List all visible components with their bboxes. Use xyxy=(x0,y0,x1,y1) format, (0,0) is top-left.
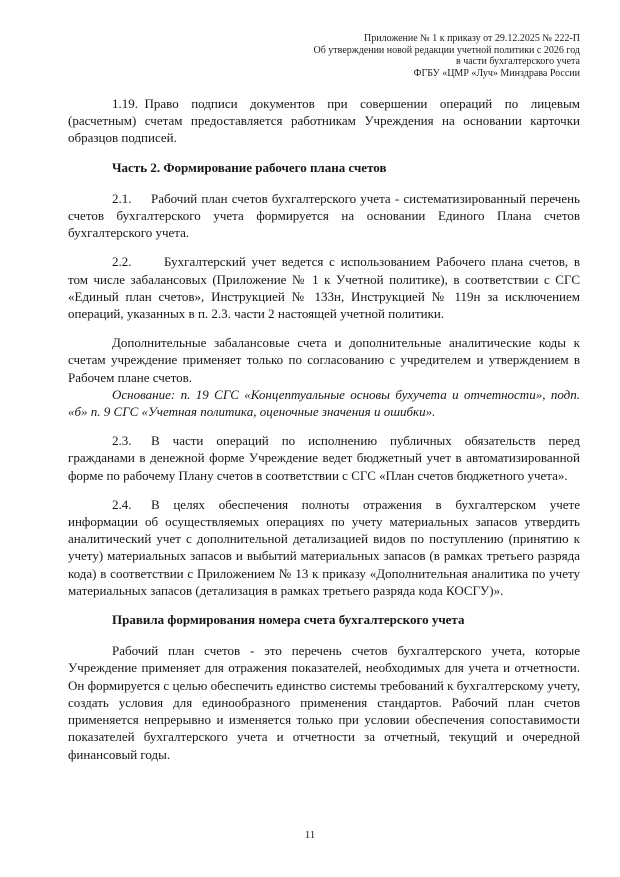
header-line-appendix: Приложение № 1 к приказу от 29.12.2025 № 222-П xyxy=(364,33,580,44)
header-line-scope: в части бухгалтерского учета xyxy=(455,56,580,67)
paragraph-2-2: 2.2. Бухгалтерский учет ведется с использованием Рабочего плана счетов, в том числе забалансовых (Приложение № 1 к Учетной политике), в соответствии с СГС «Единый план счетов», Инструкцией № 133н, Инструкцией № 119н за исключением операций, указанных в п. 2.3. части 2 настоящей учетной политики. xyxy=(68,254,580,322)
paragraph-additional-accounts: Дополнительные забалансовые счета и дополнительные аналитические коды к счетам учреждение применяет только по согласованию с учредителем и утверждением в Рабочем плане счетов. xyxy=(68,335,580,385)
paragraph-2-1: 2.1. Рабочий план счетов бухгалтерского учета - систематизированный перечень счетов бухгалтерского учета формируется на основании Единого Плана счетов бухгалтерского учета. xyxy=(68,190,580,241)
paragraph-1-19: 1.19. Право подписи документов при совершении операций по лицевым (расчетным) счетам предоставляется работникам Учреждения на основании карточки образцов подписей. xyxy=(68,96,580,146)
paragraph-2-4: 2.4. В целях обеспечения полноты отражения в бухгалтерском учете информации об осуществляемых операциях по учету материальных запасов утвердить аналитический учет с дополнительной детализацией видов по поступлению (принятию к учету) материальных запасов и выбытий материальных запасов (в рамках третьего разряда кода) в соответствии с Приложением № 13 к приказу «Дополнительная аналитика по учету материальных запасов (детализация в рамках третьего разряда кода КОСГУ)». xyxy=(68,496,580,598)
paragraph-basis-note: Основание: п. 19 СГС «Концептуальные основы бухучета и отчетности», подп. «б» п. 9 СГС «Учетная политика, оценочные значения и ошибки». xyxy=(68,386,580,420)
header-line-organization: ФГБУ «ЦМР «Луч» Минздрава России xyxy=(413,67,580,79)
header-line-approval: Об утверждении новой редакции учетной политики с 2026 год xyxy=(313,44,580,56)
paragraph-2-3: 2.3. В части операций по исполнению публичных обязательств перед гражданами в денежной форме Учреждение ведет бюджетный учет в автоматизированной форме по рабочему Плану счетов в соответствии с СГС «План счетов бюджетного учета». xyxy=(68,433,580,483)
document-header xyxy=(68,33,580,79)
paragraph-working-chart-description: Рабочий план счетов - это перечень счетов бухгалтерского учета, которые Учреждение применяет для отражения показателей, необходимых для учета и отчетности. Он формируется с целью обеспечить единство системы требований к бухгалтерскому учету, создать условия для единообразного применения стандартов. Рабочий план счетов применяется непрерывно и изменяется только при условии обеспечения сопоставимости показателей бухгалтерского учета и отчетности за отчетный, текущий и очередной финансовый годы. xyxy=(68,643,580,762)
page-number: 11 xyxy=(304,829,316,841)
section-heading-part-2: Часть 2. Формирование рабочего плана счетов xyxy=(112,159,387,175)
section-heading-account-number-rules: Правила формирования номера счета бухгалтерского учета xyxy=(112,612,465,628)
